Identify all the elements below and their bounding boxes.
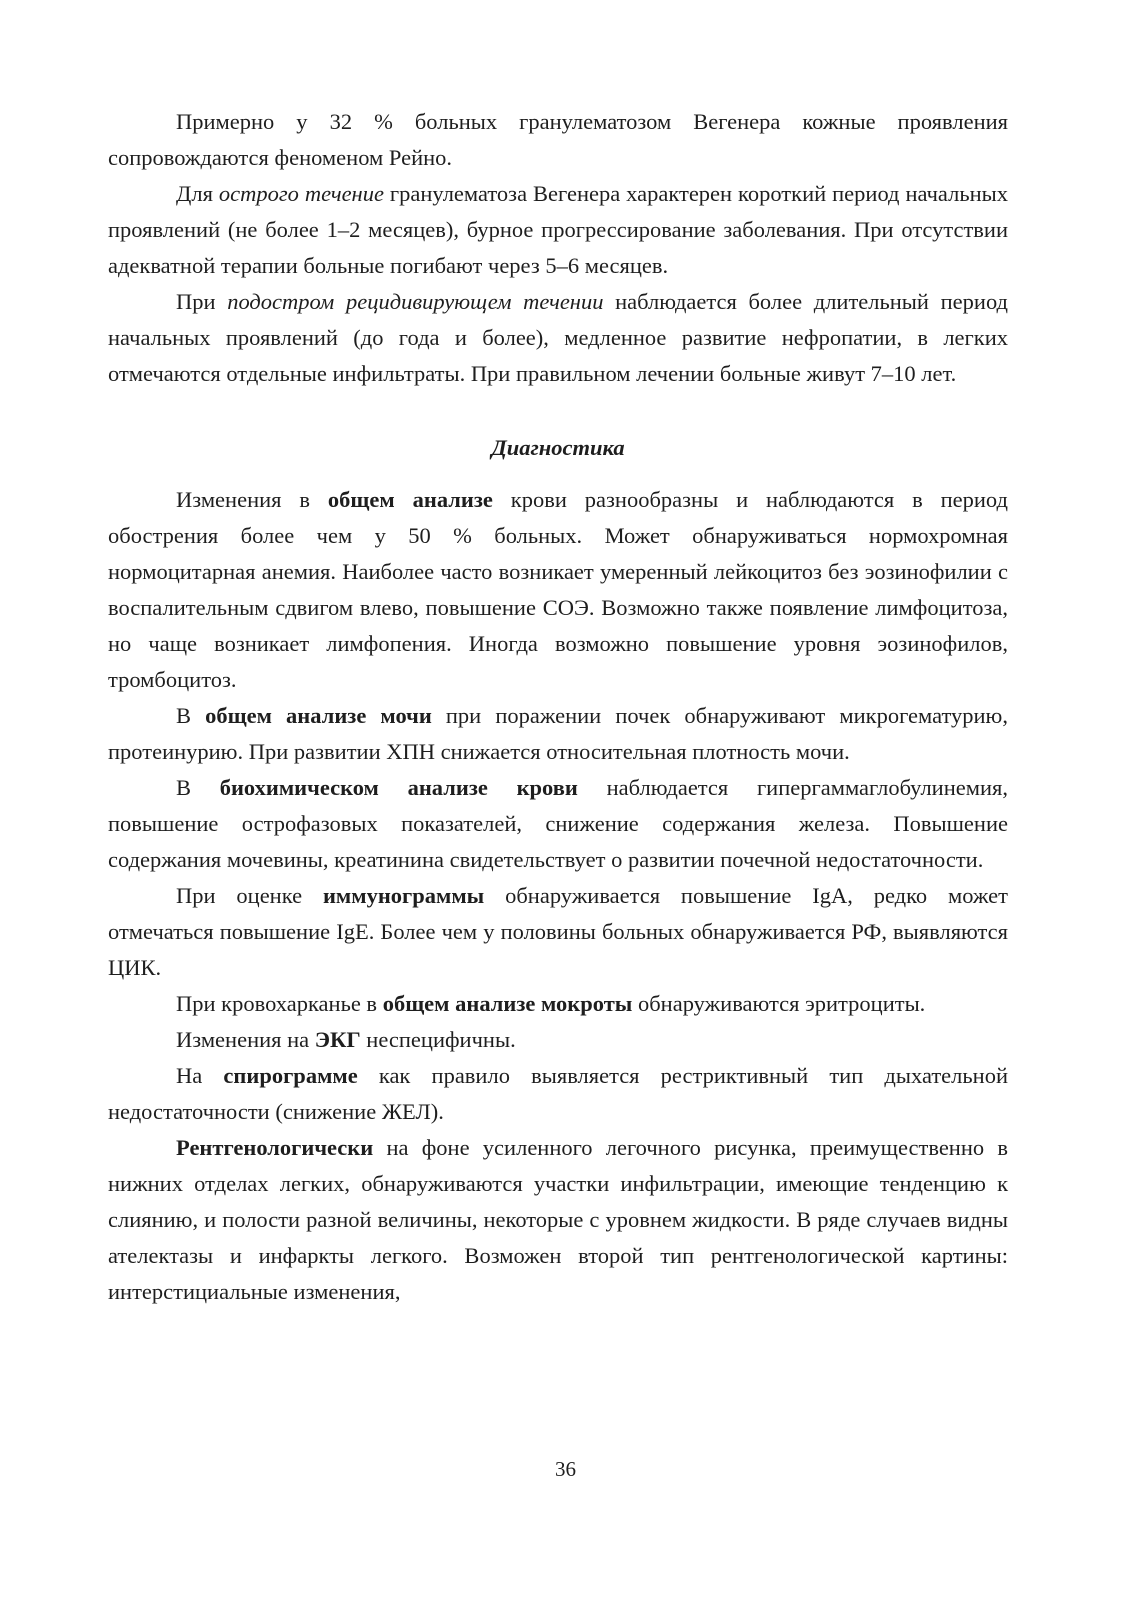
text-segment: крови разнообразны и наблюдаются в период обострения более чем у 50 % больных. Может обнаруживаться нормохромная нормоцитарная анемия. Наиболее часто возникает умеренный лейкоцитоз без эозинофилии с воспалительным сдвигом влево, повышение СОЭ. Возможно также появление лимфоцитоза, но чаще возникает лимфопения. Иногда возможно повышение уровня эозинофилов, тромбоцитоз. (108, 487, 1008, 692)
paragraph (108, 482, 1008, 698)
text-segment: как правило выявляется рестриктивный тип дыхательной недостаточности (снижение ЖЕЛ). (108, 1063, 1008, 1124)
intro-section (108, 104, 1008, 392)
text-segment: Примерно у 32 % больных гранулематозом Вегенера кожные проявления сопровождаются феноменом Рейно. (108, 109, 1008, 170)
text-segment: при поражении почек обнаруживают микрогематурию, протеинурию. При развитии ХПН снижается относительная плотность мочи. (108, 703, 1008, 764)
text-segment: наблюдается гипергаммаглобулинемия, повышение острофазовых показателей, снижение содержания железа. Повышение содержания мочевины, креатинина свидетельствует о развитии почечной недостаточности. (108, 775, 1008, 872)
bold-term: Рентгенологически (176, 1135, 374, 1160)
bold-term: спирограмме (223, 1063, 358, 1088)
text-segment: В (176, 703, 206, 728)
italic-term: подостром рецидивирующем течении (227, 289, 604, 314)
text-segment: В (176, 775, 220, 800)
section-heading: Диагностика (491, 435, 625, 460)
diagnostics-section (108, 482, 1008, 1310)
paragraph (108, 986, 1008, 1022)
bold-term: иммунограммы (322, 883, 485, 908)
text-segment: гранулематоза Вегенера характерен короткий период начальных проявлений (не более 1–2 месяцев), бурное прогрессирование заболевания. При отсутствии адекватной терапии больные погибают через 5–6 месяцев. (108, 181, 1008, 278)
text-segment: Изменения в (176, 487, 328, 512)
paragraph (108, 104, 1008, 176)
text-segment: на фоне усиленного легочного рисунка, преимущественно в нижних отделах легких, обнаруживаются участки инфильтрации, имеющие тенденцию к слиянию, и полости разной величины, некоторые с уровнем жидкости. В ряде случаев видны ателектазы и инфаркты легкого. Возможен второй тип рентгенологической картины: интерстициальные изменения, (108, 1135, 1008, 1304)
text-segment: обнаруживается повышение IgA, редко может отмечаться повышение IgE. Более чем у половины больных обнаруживается РФ, выявляются ЦИК. (108, 883, 1008, 980)
text-segment: Для (176, 181, 219, 206)
bold-term: общем анализе мочи (205, 703, 432, 728)
bold-term: общем анализе (327, 487, 493, 512)
paragraph (108, 878, 1008, 986)
document-page (108, 104, 1008, 1310)
page-number: 36 (555, 1457, 576, 1481)
paragraph (108, 1130, 1008, 1310)
text-segment: На (176, 1063, 224, 1088)
text-segment: неспецифичны. (360, 1027, 516, 1052)
text-segment: обнаруживаются эритроциты. (632, 991, 926, 1016)
text-segment: Изменения на (176, 1027, 315, 1052)
paragraph (108, 770, 1008, 878)
text-segment: При кровохарканье в (176, 991, 383, 1016)
bold-term: биохимическом анализе крови (219, 775, 578, 800)
paragraph (108, 1022, 1008, 1058)
text-segment: При оценке (176, 883, 323, 908)
paragraph (108, 284, 1008, 392)
text-segment: наблюдается более длительный период начальных проявлений (до года и более), медленное развитие нефропатии, в легких отмечаются отдельные инфильтраты. При правильном лечении больные живут 7–10 лет. (108, 289, 1008, 386)
paragraph (108, 176, 1008, 284)
bold-term: общем анализе мокроты (382, 991, 633, 1016)
text-segment: При (176, 289, 228, 314)
paragraph (108, 698, 1008, 770)
bold-term: ЭКГ (314, 1027, 361, 1052)
italic-term: острого течение (218, 181, 384, 206)
paragraph (108, 1058, 1008, 1130)
